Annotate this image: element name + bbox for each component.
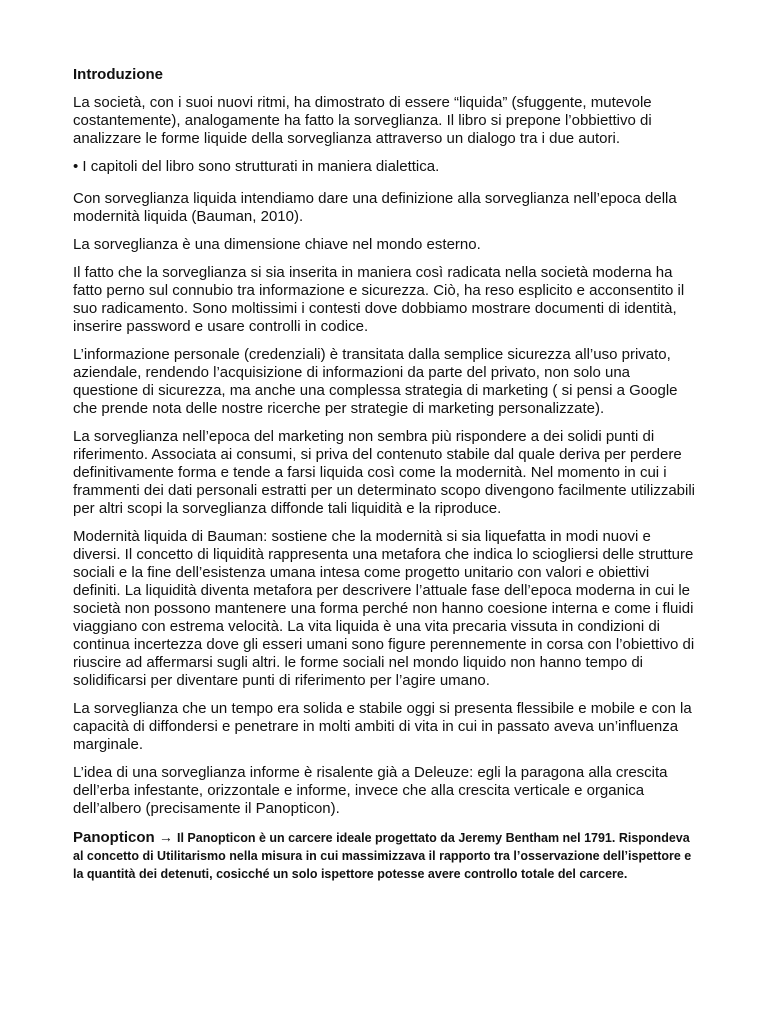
document-page	[73, 66, 699, 883]
arrow-right-icon: →	[158, 829, 173, 845]
paragraph-bullet: • I capitoli del libro sono strutturati in maniera dialettica.	[73, 158, 440, 175]
paragraph-personal-info: L’informazione personale (credenziali) è transitata dalla semplice sicurezza all’uso privato, aziendale, rendendo l’acquisizione di informazioni da parte del privato, non solo una questione di sicurezza, ma anche una complessa strategia di marketing ( si pensi a Google che prende nota delle nostre ricerche per strategie di marketing personalizzate).	[73, 346, 678, 417]
panopticon-body: Il Panopticon è un carcere ideale progettato da Jeremy Bentham nel 1791. Rispondeva al concetto di Utilitarismo nella misura in cui massimizzava il rapporto tra l’osservazione dell’ispettore e la quantità dei detenuti, cosicché un solo ispettore potesse avere controllo totale del carcere.	[73, 831, 692, 881]
paragraph-flexible: La sorveglianza che un tempo era solida e stabile oggi si presenta flessibile e mobile e con la capacità di diffondersi e penetrare in molti ambiti di vita in cui in passato aveva un’influenza marginale.	[73, 700, 692, 753]
paragraph-deleuze: L’idea di una sorveglianza informe è risalente già a Deleuze: egli la paragona alla crescita dell’erba infestante, orizzontale e informe, invece che alla crescita verticale e organica dell’albero (precisamente il Panopticon).	[73, 764, 668, 817]
paragraph-marketing: La sorveglianza nell’epoca del marketing non sembra più rispondere a dei solidi punti di riferimento. Associata ai consumi, si priva del contenuto stabile dal quale deriva per perdere definitivamente forma e tende a farsi liquida così come la modernità. Nel momento in cui i frammenti dei dati personali estratti per un determinato scopo divengono facilmente utilizzabili per altri scopi la sorveglianza diffonde tali liquidità e la riproduce.	[73, 428, 695, 517]
paragraph-definition: Con sorveglianza liquida intendiamo dare una definizione alla sorveglianza nell’epoca della modernità liquida (Bauman, 2010).	[73, 190, 677, 225]
paragraph-bauman: Modernità liquida di Bauman: sostiene che la modernità si sia liquefatta in modi nuovi e diversi. Il concetto di liquidità rappresenta una metafora che indica lo sciogliersi delle strutture sociali e la fine dell’esistenza umana intesa come progetto unitario con valori e obiettivi definiti. La liquidità diventa metafora per descrivere l’attuale fase dell’epoca moderna in cui le società non possono mantenere una forma perché non hanno coesione interna e come i fluidi viaggiano con estrema velocità. La vita liquida è una vita precaria vissuta in condizioni di continua incertezza dove gli esseri umani sono figure perennemente in corsa con l’obiettivo di riuscire ad affermarsi sugli altri. le forme sociali nel mondo liquido non hanno tempo di solidificarsi per diventare punti di riferimento per l’agire umano.	[73, 528, 695, 689]
paragraph-key-dimension: La sorveglianza è una dimensione chiave nel mondo esterno.	[73, 236, 481, 253]
paragraph-intro: La società, con i suoi nuovi ritmi, ha dimostrato di essere “liquida” (sfuggente, mutevole costantemente), analogamente ha fatto la sorveglianza. Il libro si prepone l’obbiettivo di analizzare le forme liquide della sorveglianza attraverso un dialogo tra i due autori.	[73, 94, 652, 147]
section-heading: Introduzione	[73, 66, 163, 83]
panopticon-paragraph	[73, 828, 699, 883]
paragraph-security: Il fatto che la sorveglianza si sia inserita in maniera così radicata nella società moderna ha fatto perno sul connubio tra informazione e sicurezza. Ciò, ha reso esplicito e acconsentito il suo radicamento. Sono moltissimi i contesti dove dobbiamo mostrare documenti di identità, inserire password e usare controlli in codice.	[73, 264, 685, 335]
panopticon-title: Panopticon	[73, 829, 155, 846]
